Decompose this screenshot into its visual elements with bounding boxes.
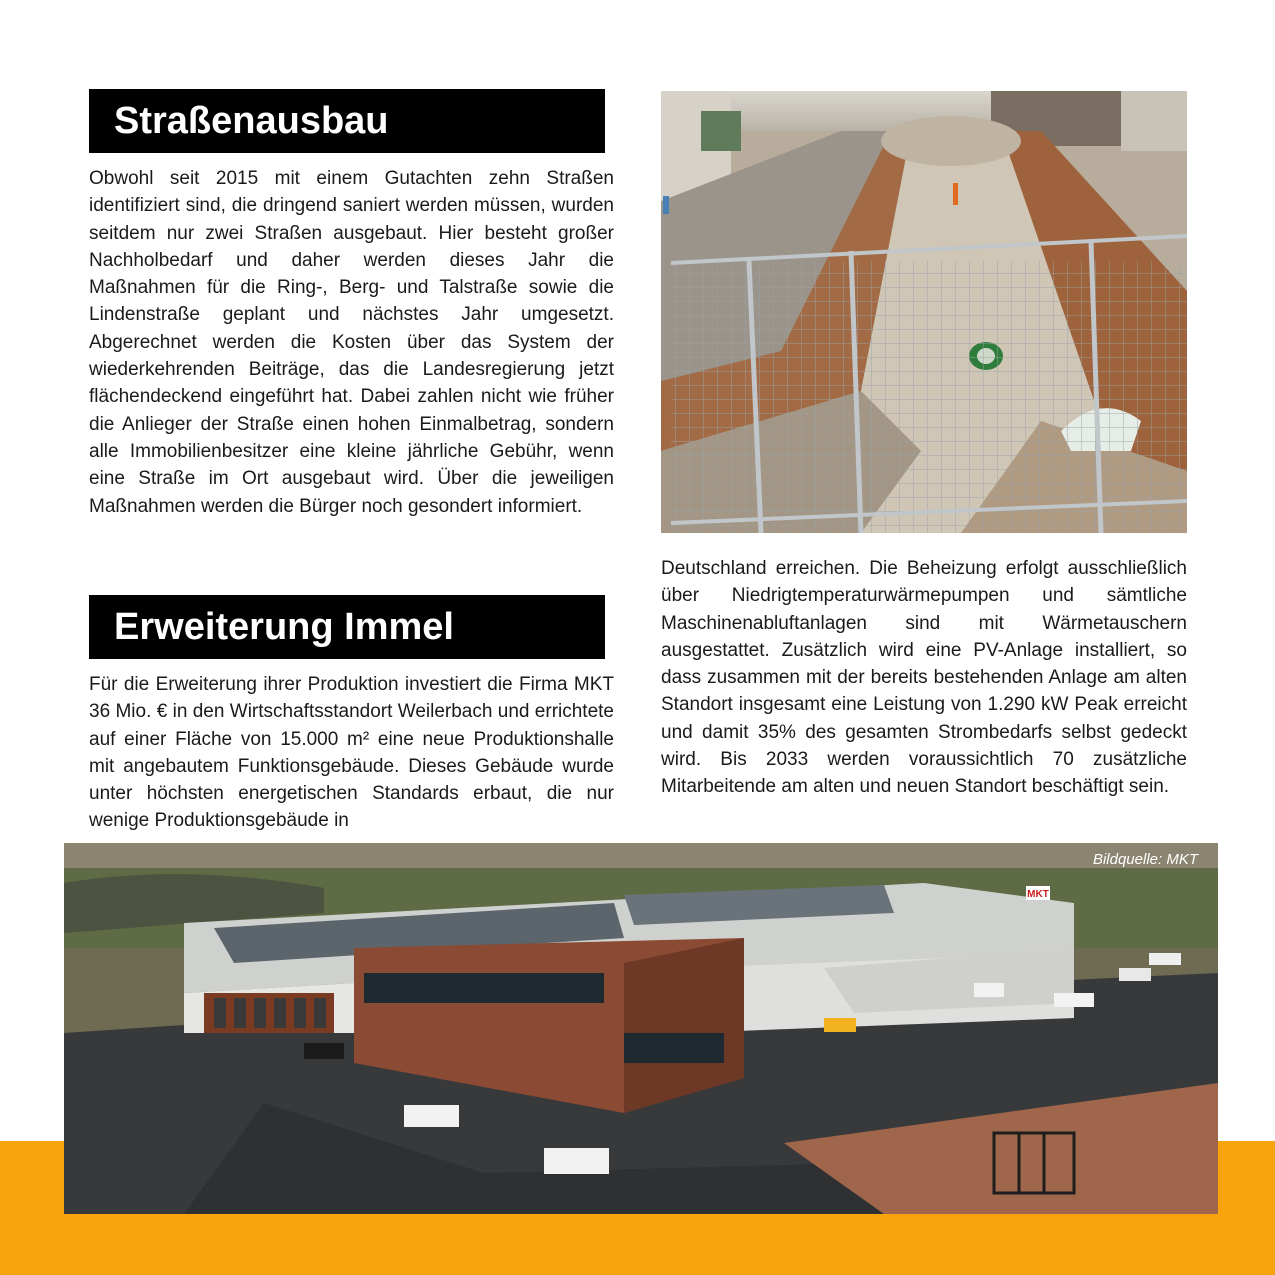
section-text-erweiterung-right: Deutschland erreichen. Die Beheizung erfolgt ausschließlich über Niedrigtemperaturwärmepumpen und sämtliche Maschinenabluftanlagen sind mit Wärmetauschern ausgestattet. Zusätzlich wird eine PV-Anlage installiert, so dass zusammen mit der bereits bestehenden Anlage am alten Standort insgesamt eine Leistung von 1.290 kW Peak erreicht und damit 35% des gesamten Strombedarfs selbst gedeckt wird. Bis 2033 werden voraussichtlich 70 zusätzliche Mitarbeitende am alten und neuen Standort beschäftigt sein. bbox=[661, 558, 1187, 798]
section-text-strassenausbau: Obwohl seit 2015 mit einem Gutachten zehn Straßen identifiziert sind, die dringend saniert werden müssen, wurden seitdem nur zwei Straßen ausgebaut. Hier besteht großer Nachholbedarf und daher werden dieses Jahr die Maßnahmen für die Ring-, Berg- und Talstraße sowie die Lindenstraße geplant und nächstes Jahr umgesetzt. Abgerechnet werden die Kosten über das System der wiederkehrenden Beiträge, das die Landesregierung jetzt flächendeckend eingeführt hat. Dabei zahlen nicht wie früher die Anlieger der Straße einen hohen Einmalbetrag, sondern alle Immobilienbesitzer eine kleine jährliche Gebühr, wenn eine Straße im Ort ausgebaut wird. Über die jeweiligen Maßnahmen werden die Bürger noch gesondert informiert. bbox=[89, 168, 614, 517]
section-heading-strassenausbau: Straßenausbau bbox=[89, 89, 605, 153]
photo-credit: Bildquelle: MKT bbox=[1092, 851, 1198, 868]
factory-aerial-photo bbox=[64, 843, 1218, 1214]
mkt-sign-text: MKT bbox=[1027, 889, 1049, 900]
road-construction-photo bbox=[661, 91, 1187, 533]
section-heading-erweiterung-immel: Erweiterung Immel bbox=[89, 595, 605, 659]
section-text-erweiterung-left: Für die Erweiterung ihrer Produktion investiert die Firma MKT 36 Mio. € in den Wirtschaftsstandort Weilerbach und errichtete auf einer Fläche von 15.000 m² eine neue Produktionshalle mit angebautem Funktionsgebäude. Dieses Gebäude wurde unter höchsten energetischen Standards erbaut, die nur wenige Produktionsgebäude in bbox=[89, 674, 614, 832]
